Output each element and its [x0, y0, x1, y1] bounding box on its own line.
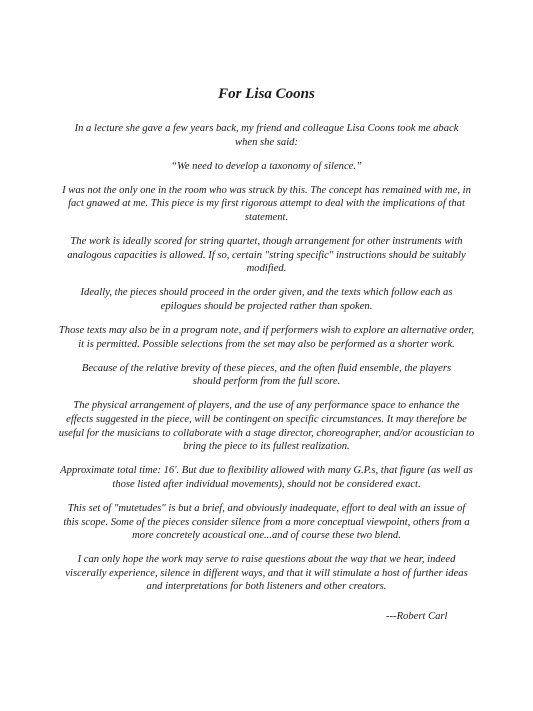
text-line: The work is ideally scored for string quartet, though arrangement for other instruments with — [70, 236, 463, 248]
text-line: effects suggested in the piece, will be contingent on specific circumstances. It may therefore be — [66, 414, 467, 425]
paragraph-full-score — [30, 362, 503, 389]
paragraph-arrangement — [30, 399, 503, 453]
text-line: it is permitted. Possible selections from the set may also be performed as a shorter work. — [78, 338, 455, 350]
text-line: useful for the musicians to collaborate with a stage director, choreographer, and/or acoustician to — [58, 427, 475, 439]
paragraph-instrumentation — [30, 235, 503, 276]
text-line: The physical arrangement of players, and the use of any performance space to enhance the — [73, 400, 460, 412]
text-line: viscerally experience, silence in different ways, and that it will stimulate a host of further ideas — [65, 567, 468, 579]
paragraph-quote — [30, 160, 503, 174]
text-line: should perform from the full score. — [192, 376, 341, 388]
text-line: analogous capacities is allowed. If so, certain "string specific" instructions should be suitably — [67, 249, 466, 261]
text-line: statement. — [244, 211, 289, 223]
text-line: more concretely acoustical one...and of course these two blend. — [132, 530, 401, 542]
text-line: “We need to develop a taxonomy of silence.” — [171, 160, 362, 172]
paragraph-concept — [30, 184, 503, 225]
text-line: modified. — [246, 263, 287, 275]
paragraph-order — [30, 286, 503, 313]
page-title: For Lisa Coons — [218, 86, 315, 102]
text-line: I was not the only one in the room who was struck by this. The concept has remained with me, in — [62, 184, 471, 196]
author-signature: ---Robert Carl — [386, 611, 448, 622]
paragraph-lecture — [30, 122, 503, 149]
text-line: Because of the relative brevity of these pieces, and the often fluid ensemble, the players — [81, 362, 452, 374]
text-line: bring the piece to its fullest realization. — [183, 441, 350, 453]
text-line: fact gnawed at me. This piece is my first rigorous attempt to deal with the implications of that — [68, 198, 465, 210]
text-line: and interpretations for both listeners and other creators. — [146, 581, 387, 593]
text-line: In a lecture she gave a few years back, my friend and colleague Lisa Coons took me aback — [74, 123, 459, 134]
text-line: this scope. Some of the pieces consider silence from a more conceptual viewpoint, others from a — [63, 516, 470, 528]
text-line: This set of "mutetudes" is but a brief, and obviously inadequate, effort to deal with an issue of — [67, 502, 466, 514]
preface-body — [30, 122, 503, 605]
paragraph-mutetudes — [30, 502, 503, 543]
text-line: Ideally, the pieces should proceed in the order given, and the texts which follow each as — [80, 287, 453, 299]
paragraph-program-note — [30, 324, 503, 351]
paragraph-closing — [30, 553, 503, 594]
text-line: those listed after individual movements), should not be considered exact. — [112, 478, 421, 490]
text-line: when she said: — [235, 136, 298, 148]
paragraph-duration — [30, 464, 503, 491]
text-line: Approximate total time: 16'. But due to flexibility allowed with many G.P.s, that figure (as well as — [60, 465, 473, 477]
text-line: epilogues should be projected rather than spoken. — [160, 300, 373, 312]
text-line: I can only hope the work may serve to raise questions about the way that we hear, indeed — [77, 554, 456, 566]
text-line: Those texts may also be in a program note, and if performers wish to explore an alternative order, — [58, 325, 475, 337]
